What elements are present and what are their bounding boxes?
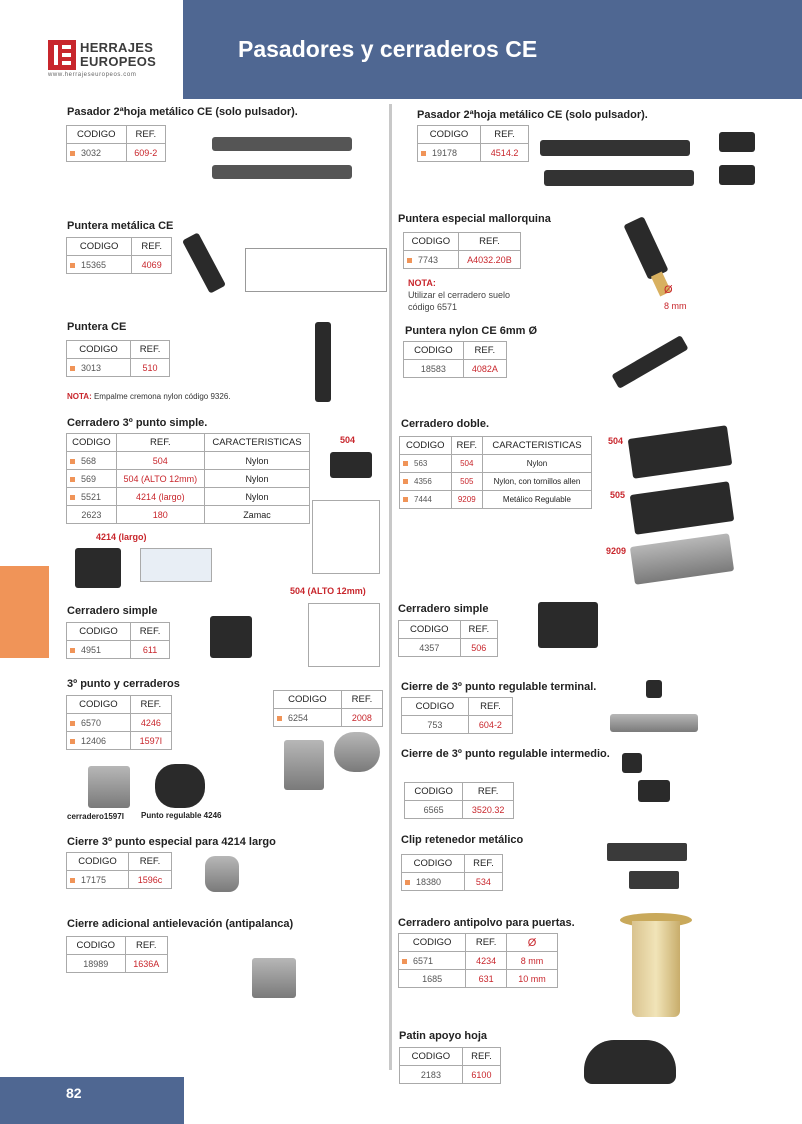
product-image	[630, 481, 735, 535]
technical-drawing	[312, 500, 380, 574]
section-title: Puntera metálica CE	[67, 220, 174, 232]
product-image	[610, 714, 698, 732]
section-title: Patin apoyo hoja	[399, 1030, 488, 1042]
product-table	[66, 125, 166, 162]
section-title: Pasador 2ªhoja metálico CE (solo pulsador).	[417, 109, 648, 121]
section-title: Cierre de 3º punto regulable terminal.	[401, 681, 597, 693]
code-cell: 3032	[81, 147, 102, 158]
product-image	[88, 766, 130, 808]
product-table: CODIGO REF. 6254 2008	[273, 690, 383, 727]
brand-url: www.herrajeseuropeos.com	[48, 72, 137, 78]
part-label: 504 (ALTO 12mm)	[290, 586, 366, 596]
technical-drawing	[308, 603, 380, 667]
product-image	[210, 616, 252, 658]
product-image	[540, 140, 695, 195]
side-tab	[0, 566, 49, 658]
section-title: Cerradero simple	[398, 603, 489, 615]
product-table: CODIGO REF. 7743 A4032.20B	[403, 232, 521, 269]
section-title: 3º punto y cerraderos	[67, 678, 180, 690]
table-row: 563 504 Nylon	[400, 455, 592, 473]
section-title: Cerradero simple	[67, 605, 158, 617]
table-row: 568 504 Nylon	[67, 452, 310, 470]
product-table: CODIGO REF. 17175 1596c	[66, 852, 172, 889]
product-table: CODIGO REF. 2183 6100	[399, 1047, 501, 1084]
product-table: CODIGO REF. 6565 3520.32	[404, 782, 514, 819]
product-table: CODIGO REF. 18989 1636A	[66, 936, 168, 973]
section-title: Puntera especial mallorquina	[398, 213, 551, 225]
section-title: Puntera nylon CE 6mm Ø	[405, 325, 538, 337]
product-image	[719, 165, 755, 185]
product-table: CODIGO REF. Ø 6571 4234 8 mm 1685 631 10 mm	[398, 933, 558, 988]
section-title: Puntera CE	[67, 321, 127, 333]
product-table: CODIGO REF. 3013 510	[66, 340, 170, 377]
section-title: Pasador 2ªhoja metálico CE (solo pulsador).	[67, 106, 298, 118]
bullet-icon	[70, 151, 75, 156]
product-image	[205, 856, 239, 892]
diameter-value: 8 mm	[664, 301, 687, 311]
brand-name-1: HERRAJES	[80, 40, 154, 55]
product-image	[638, 780, 670, 802]
caption: cerradero1597I	[67, 812, 124, 821]
product-image	[622, 753, 642, 773]
table-row: 4356 505 Nylon, con tornillos allen	[400, 473, 592, 491]
footer-bar	[0, 1077, 184, 1124]
product-table: CODIGO REF. 18583 4082A	[403, 341, 507, 378]
section-title: Cierre de 3º punto regulable intermedio.	[401, 748, 610, 760]
brand-logo	[48, 40, 178, 80]
product-image	[284, 740, 324, 790]
product-table: CODIGO REF. 753 604-2	[401, 697, 513, 734]
table-row: 5521 4214 (largo) Nylon	[67, 488, 310, 506]
product-table: CODIGO REF. 15365 4069	[66, 237, 172, 274]
diameter-symbol: Ø	[664, 284, 673, 296]
section-title: Cerradero 3º punto simple.	[67, 417, 208, 429]
product-image	[607, 843, 687, 891]
col-header: CODIGO	[67, 126, 127, 144]
product-image	[538, 602, 598, 648]
part-label: 504	[608, 436, 624, 446]
section-title: Clip retenedor metálico	[401, 834, 524, 846]
brand-name-2: EUROPEOS	[80, 54, 157, 69]
product-image	[212, 135, 352, 185]
page-number: 82	[66, 1085, 82, 1101]
product-image	[600, 218, 700, 298]
product-table: CODIGO REF. 18380 534	[401, 854, 503, 891]
part-label: 504	[340, 435, 356, 445]
header-bar	[183, 0, 802, 99]
product-image	[252, 958, 296, 998]
product-image	[719, 132, 755, 152]
logo-icon	[48, 40, 76, 70]
table-row: 1685 631 10 mm	[399, 970, 558, 988]
product-image	[185, 228, 245, 298]
product-image	[315, 322, 331, 402]
part-label: 9209	[606, 546, 627, 556]
product-image	[628, 425, 733, 479]
product-image	[334, 732, 380, 772]
product-table: CODIGO REF. 19178 4514.2	[417, 125, 529, 162]
product-image	[330, 452, 372, 478]
section-title: Cerradero doble.	[401, 418, 490, 430]
product-table: CODIGO REF. 4951 611	[66, 622, 170, 659]
note: NOTA: Utilizar el cerradero suelo código 6571	[408, 278, 511, 312]
table-row: 6570 4246	[67, 714, 172, 732]
product-image	[646, 680, 662, 698]
product-table: CODIGO REF. CARACTERISTICAS 568 504 Nylon 569 504 (ALTO 12mm) Nylon 5521 4214 (largo) Nylon 2623 180 Zamac	[66, 433, 310, 524]
product-image	[630, 533, 734, 585]
page-title: Pasadores y cerraderos CE	[238, 36, 538, 62]
table-row: 6571 4234 8 mm	[399, 952, 558, 970]
product-table: CODIGO REF. 4357 506	[398, 620, 498, 657]
technical-drawing	[245, 248, 387, 292]
product-image	[620, 913, 692, 1017]
part-label: 505	[610, 490, 626, 500]
section-title: Cierre 3º punto especial para 4214 largo	[67, 836, 276, 848]
ref-cell: 609-2	[126, 144, 165, 162]
column-divider	[389, 104, 392, 1070]
product-image	[584, 1040, 676, 1084]
table-row: 569 504 (ALTO 12mm) Nylon	[67, 470, 310, 488]
table-row: 2623 180 Zamac	[67, 506, 310, 524]
part-label: 4214 (largo)	[96, 532, 147, 542]
product-table: CODIGO REF. CARACTERISTICAS 563 504 Nylon 4356 505 Nylon, con tornillos allen 7444 9209 Metálico Regulable	[399, 436, 592, 509]
product-image	[75, 548, 121, 588]
section-title: Cierre adicional antielevación (antipalanca)	[67, 918, 294, 930]
technical-drawing	[140, 548, 212, 582]
table-row: 7444 9209 Metálico Regulable	[400, 491, 592, 509]
product-image	[155, 764, 205, 808]
caption: Punto regulable 4246	[141, 811, 222, 820]
col-header: REF.	[126, 126, 165, 144]
section-title: Cerradero antipolvo para puertas.	[398, 917, 575, 929]
table-row: 12406 1597I	[67, 732, 172, 750]
product-image	[600, 330, 690, 395]
product-table: CODIGO REF. 6570 4246 12406 1597I	[66, 695, 172, 750]
note: NOTA: Empalme cremona nylon código 9326.	[67, 392, 231, 401]
